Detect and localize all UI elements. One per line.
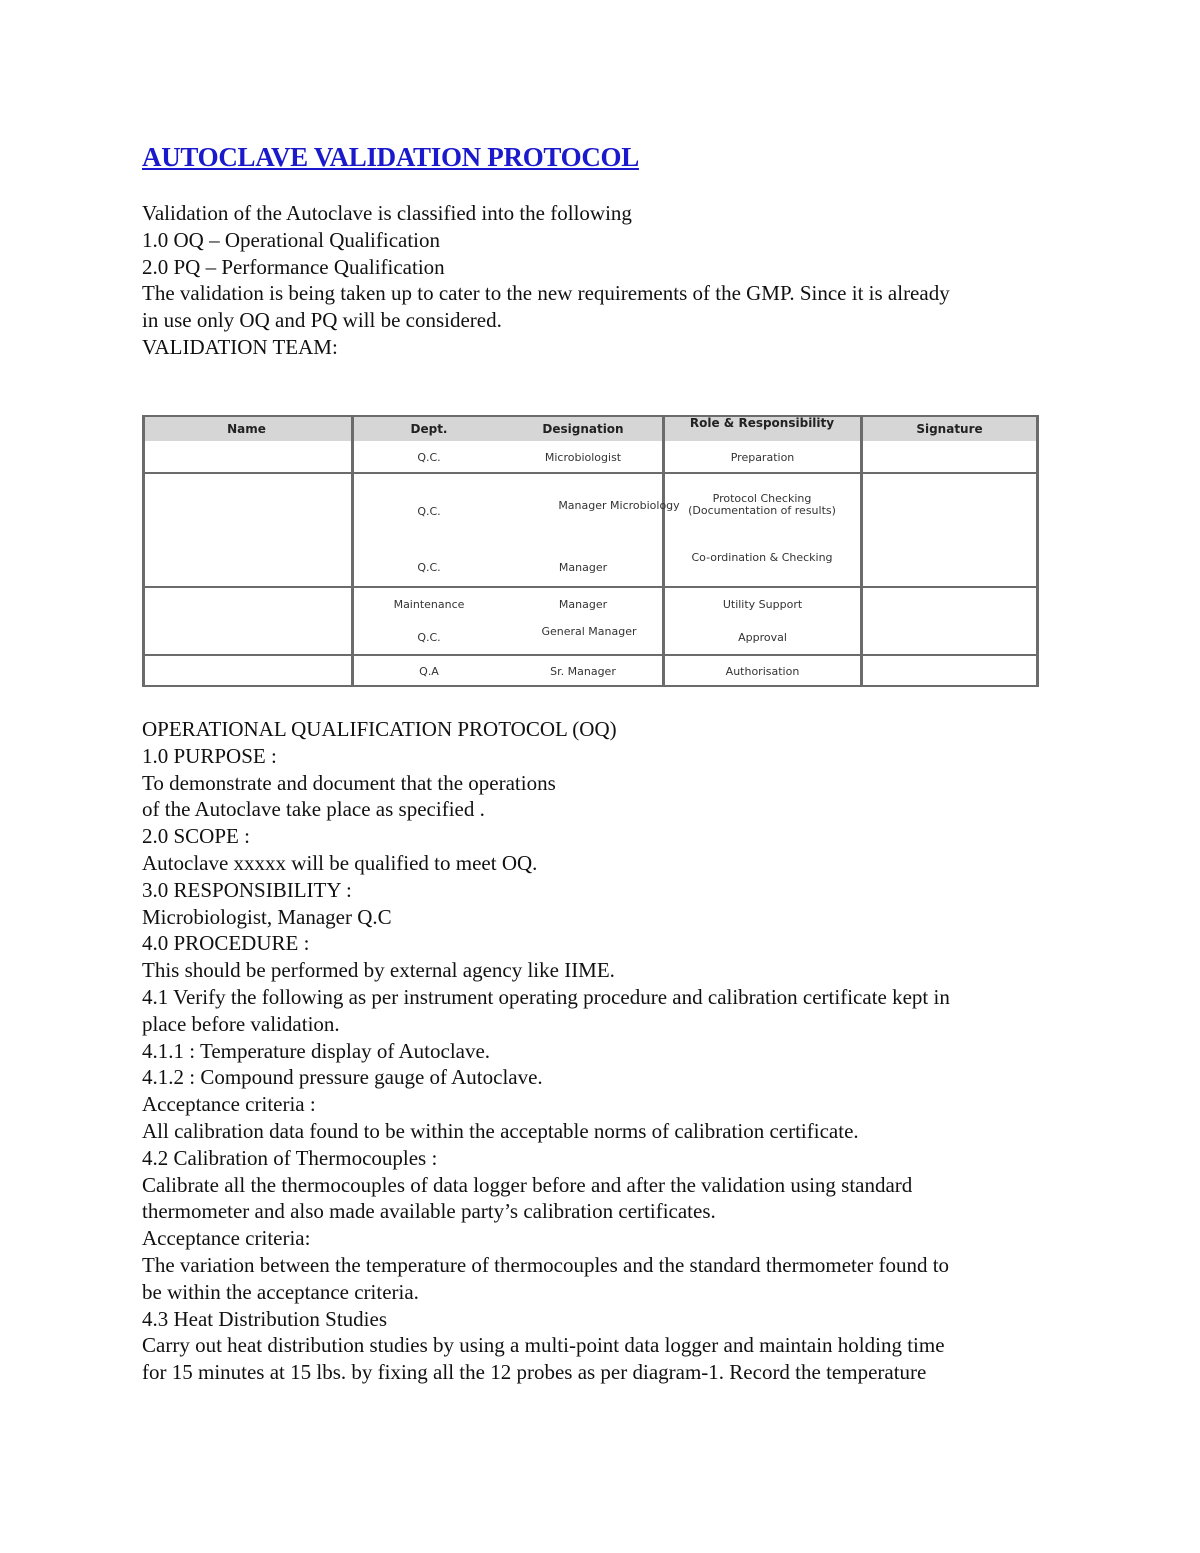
table-cell-designation: Manager <box>558 598 608 611</box>
table-cell-dept: Maintenance <box>393 598 465 611</box>
body-line: To demonstrate and document that the operations <box>142 770 556 795</box>
table-cell-role: Co-ordination & Checking <box>691 551 833 564</box>
intro-line: in use only OQ and PQ will be considered. <box>142 308 502 333</box>
body-line: of the Autoclave take place as specified . <box>142 797 485 822</box>
table-cell-dept: Q.C. <box>417 561 441 574</box>
body-line: 4.2 Calibration of Thermocouples : <box>142 1145 438 1170</box>
body-line: place before validation. <box>142 1011 340 1036</box>
section-heading-validation-team: VALIDATION TEAM: <box>142 334 338 359</box>
body-line: Microbiologist, Manager Q.C <box>142 904 392 929</box>
table-row-divider <box>142 586 1039 588</box>
section-heading: 3.0 RESPONSIBILITY : <box>142 877 352 902</box>
intro-line: 2.0 PQ – Performance Qualification <box>142 254 445 279</box>
body-line: for 15 minutes at 15 lbs. by fixing all the 12 probes as per diagram-1. Record the temperature <box>142 1360 927 1385</box>
table-header-designation: Designation <box>542 422 624 436</box>
body-line: The variation between the temperature of thermocouples and the standard thermometer found to <box>142 1252 950 1277</box>
section-heading: 2.0 SCOPE : <box>142 824 250 849</box>
section-heading: 4.0 PROCEDURE : <box>142 931 310 956</box>
table-cell-designation: General Manager <box>541 625 637 638</box>
table-cell-role: Preparation <box>730 451 795 464</box>
table-cell-designation: Manager Microbiology <box>558 499 680 512</box>
body-line: Acceptance criteria : <box>142 1092 316 1117</box>
table-cell-role: Protocol Checking (Documentation of results) <box>688 492 836 517</box>
table-header-signature: Signature <box>916 422 983 436</box>
table-cell-designation: Sr. Manager <box>550 665 616 678</box>
table-border <box>142 685 1039 687</box>
body-line: This should be performed by external agency like IIME. <box>142 958 615 983</box>
table-cell-designation: Microbiologist <box>544 451 622 464</box>
table-cell-role: Authorisation <box>725 665 800 678</box>
document-title[interactable]: AUTOCLAVE VALIDATION PROTOCOL <box>142 142 639 172</box>
table-cell-role: Utility Support <box>722 598 803 611</box>
intro-line: Validation of the Autoclave is classified into the following <box>142 201 632 225</box>
body-line: Calibrate all the thermocouples of data logger before and after the validation using standard <box>142 1172 913 1197</box>
table-column-divider <box>860 415 863 687</box>
intro-line: 1.0 OQ – Operational Qualification <box>142 227 440 252</box>
body-line: thermometer and also made available party’s calibration certificates. <box>142 1199 716 1224</box>
body-line: Autoclave xxxxx will be qualified to meet OQ. <box>142 850 538 875</box>
body-line: All calibration data found to be within the acceptable norms of calibration certificate. <box>142 1118 859 1143</box>
body-line: 4.1 Verify the following as per instrument operating procedure and calibration certificate kept in <box>142 984 950 1009</box>
body-line: Carry out heat distribution studies by using a multi-point data logger and maintain holding time <box>142 1333 945 1358</box>
table-cell-dept: Q.C. <box>417 631 441 644</box>
table-row-divider <box>142 654 1039 656</box>
table-cell-dept: Q.C. <box>417 451 441 464</box>
table-header-name: Name <box>227 422 266 436</box>
table-cell-dept: Q.C. <box>417 505 441 518</box>
body-line: 4.1.2 : Compound pressure gauge of Autoclave. <box>142 1065 543 1090</box>
body-line: be within the acceptance criteria. <box>142 1279 419 1304</box>
table-border <box>142 415 1039 417</box>
body-line: 4.3 Heat Distribution Studies <box>142 1306 387 1331</box>
table-cell-role: Approval <box>738 631 787 644</box>
table-header-dept: Dept. <box>410 422 448 436</box>
section-heading: 1.0 PURPOSE : <box>142 743 277 768</box>
table-cell-dept: Q.A <box>419 665 439 678</box>
intro-section <box>142 200 1062 361</box>
table-row-divider <box>142 472 1039 474</box>
intro-line: The validation is being taken up to cater to the new requirements of the GMP. Since it is already <box>142 281 950 306</box>
validation-team-table <box>142 415 1040 687</box>
oq-protocol-section <box>142 716 1062 1386</box>
table-border <box>1036 415 1039 687</box>
body-line: Acceptance criteria: <box>142 1226 311 1251</box>
section-heading: OPERATIONAL QUALIFICATION PROTOCOL (OQ) <box>142 717 617 741</box>
table-border <box>142 415 145 687</box>
table-header-role: Role & Responsibility <box>689 416 835 430</box>
table-cell-designation: Manager <box>558 561 608 574</box>
body-line: 4.1.1 : Temperature display of Autoclave. <box>142 1038 491 1063</box>
